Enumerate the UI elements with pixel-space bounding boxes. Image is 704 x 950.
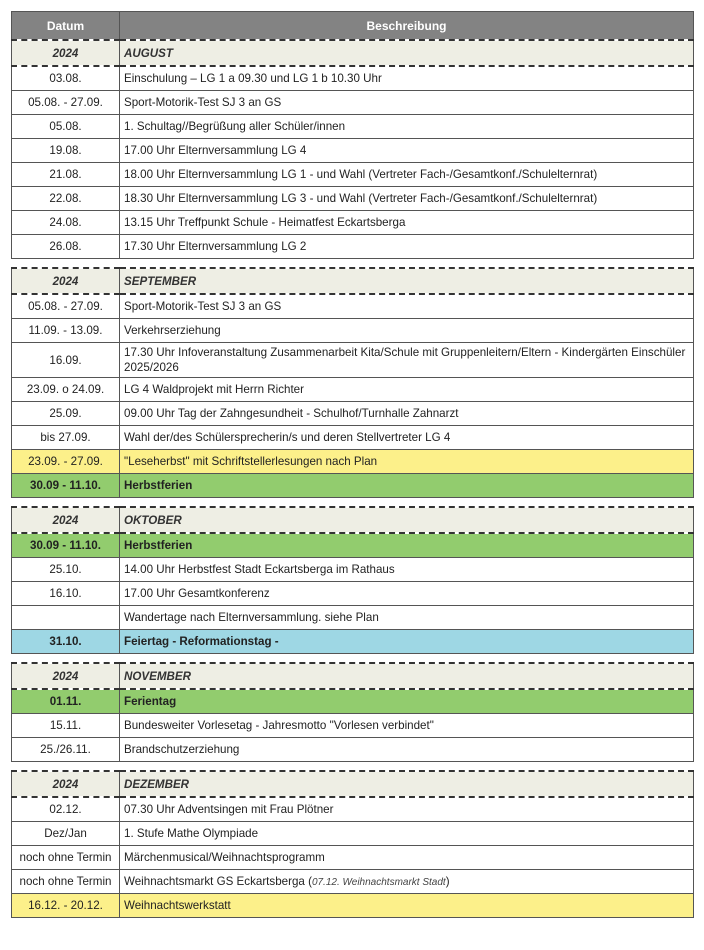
schedule-table — [11, 11, 694, 918]
event-date: 11.09. - 13.09. — [12, 319, 120, 343]
event-description-text: 17.00 Uhr Gesamtkonferenz — [124, 587, 270, 600]
event-description — [120, 558, 694, 582]
event-description — [120, 235, 694, 259]
event-description-text: 17.00 Uhr Elternversammlung LG 4 — [124, 144, 307, 157]
event-date: noch ohne Termin — [12, 870, 120, 894]
month-header-row — [12, 507, 694, 533]
event-description-text: Herbstferien — [124, 479, 193, 492]
event-row — [12, 450, 694, 474]
event-date: 05.08. - 27.09. — [12, 91, 120, 115]
event-description — [120, 450, 694, 474]
event-row — [12, 533, 694, 558]
event-row — [12, 211, 694, 235]
event-description-text: Märchenmusical/Weihnachtsprogramm — [124, 851, 325, 864]
event-row — [12, 426, 694, 450]
event-description — [120, 163, 694, 187]
event-row — [12, 474, 694, 498]
event-row — [12, 822, 694, 846]
event-description — [120, 474, 694, 498]
event-row — [12, 689, 694, 714]
event-date: 16.10. — [12, 582, 120, 606]
event-description-text: 18.30 Uhr Elternversammlung LG 3 - und Wahl (Vertreter Fach-/Gesamtkonf./Schulelternrat) — [124, 192, 598, 205]
event-date: 25.09. — [12, 402, 120, 426]
event-description — [120, 582, 694, 606]
event-description-text: Einschulung – LG 1 a 09.30 und LG 1 b 10.30 Uhr — [124, 72, 382, 85]
event-description-text: "Leseherbst" mit Schriftstellerlesungen nach Plan — [124, 455, 378, 468]
event-row — [12, 894, 694, 918]
event-description — [120, 533, 694, 558]
event-description — [120, 894, 694, 918]
event-description — [120, 187, 694, 211]
month-year: 2024 — [12, 40, 120, 66]
month-year: 2024 — [12, 268, 120, 294]
event-description — [120, 211, 694, 235]
month-name: SEPTEMBER — [120, 268, 694, 294]
spacer-cell — [12, 654, 694, 664]
event-date: 19.08. — [12, 139, 120, 163]
event-row — [12, 582, 694, 606]
event-description — [120, 714, 694, 738]
event-description-text: 1. Stufe Mathe Olympiade — [124, 827, 259, 840]
month-header-row — [12, 268, 694, 294]
header-description: Beschreibung — [120, 12, 694, 41]
event-description — [120, 797, 694, 822]
spacer-cell — [12, 762, 694, 772]
event-description — [120, 846, 694, 870]
event-description — [120, 378, 694, 402]
event-description-text: 18.00 Uhr Elternversammlung LG 1 - und Wahl (Vertreter Fach-/Gesamtkonf./Schulelternrat) — [124, 168, 598, 181]
event-row — [12, 630, 694, 654]
section-spacer — [12, 259, 694, 269]
event-row — [12, 870, 694, 894]
event-description-text: Sport-Motorik-Test SJ 3 an GS — [124, 300, 282, 313]
event-row — [12, 235, 694, 259]
event-description-text: 09.00 Uhr Tag der Zahngesundheit - Schulhof/Turnhalle Zahnarzt — [124, 407, 459, 420]
event-description — [120, 66, 694, 91]
event-row — [12, 738, 694, 762]
event-date: 23.09. - 27.09. — [12, 450, 120, 474]
event-date: noch ohne Termin — [12, 846, 120, 870]
event-description-text: 17.30 Uhr Infoveranstaltung Zusammenarbeit Kita/Schule mit Gruppenleitern/Eltern - Kindergärten Einschüler 2025/2026 — [124, 346, 686, 374]
event-description-text: 14.00 Uhr Herbstfest Stadt Eckartsberga im Rathaus — [124, 563, 395, 576]
event-date: 23.09. o 24.09. — [12, 378, 120, 402]
event-row — [12, 378, 694, 402]
event-row — [12, 139, 694, 163]
event-date: 05.08. — [12, 115, 120, 139]
event-note-close: ) — [445, 874, 450, 888]
event-description-text: Wandertage nach Elternversammlung. siehe Plan — [124, 611, 379, 624]
month-year: 2024 — [12, 663, 120, 689]
event-description-text: 07.30 Uhr Adventsingen mit Frau Plötner — [124, 803, 334, 816]
event-row — [12, 846, 694, 870]
event-date: 24.08. — [12, 211, 120, 235]
event-description-text: LG 4 Waldprojekt mit Herrn Richter — [124, 383, 304, 396]
event-description — [120, 343, 694, 378]
event-description — [120, 115, 694, 139]
event-description-text: Sport-Motorik-Test SJ 3 an GS — [124, 96, 282, 109]
event-description-text: Weihnachtsmarkt GS Eckartsberga ( — [124, 874, 312, 888]
event-date: 26.08. — [12, 235, 120, 259]
month-header-row — [12, 771, 694, 797]
event-description-text: Feiertag - Reformationstag - — [124, 635, 279, 648]
event-date: 30.09 - 11.10. — [12, 474, 120, 498]
month-header-row — [12, 40, 694, 66]
event-description-text: Verkehrserziehung — [124, 324, 221, 337]
event-date: 30.09 - 11.10. — [12, 533, 120, 558]
event-row — [12, 163, 694, 187]
event-description — [120, 630, 694, 654]
event-description-text: 13.15 Uhr Treffpunkt Schule - Heimatfest Eckartsberga — [124, 216, 406, 229]
event-date: 21.08. — [12, 163, 120, 187]
event-row — [12, 187, 694, 211]
spacer-cell — [12, 259, 694, 269]
event-row — [12, 606, 694, 630]
event-description — [120, 822, 694, 846]
event-date: 16.09. — [12, 343, 120, 378]
month-year: 2024 — [12, 507, 120, 533]
event-date: 03.08. — [12, 66, 120, 91]
event-date: 05.08. - 27.09. — [12, 294, 120, 319]
month-name: OKTOBER — [120, 507, 694, 533]
event-description — [120, 294, 694, 319]
event-description — [120, 319, 694, 343]
event-description — [120, 870, 694, 894]
event-date: bis 27.09. — [12, 426, 120, 450]
event-date: 22.08. — [12, 187, 120, 211]
event-description — [120, 738, 694, 762]
event-row — [12, 294, 694, 319]
event-row — [12, 91, 694, 115]
event-row — [12, 319, 694, 343]
month-year: 2024 — [12, 771, 120, 797]
header-date: Datum — [12, 12, 120, 41]
event-note: 07.12. Weihnachtsmarkt Stadt — [311, 876, 446, 888]
event-row — [12, 115, 694, 139]
event-description-text: Weihnachtswerkstatt — [124, 899, 231, 912]
event-date: Dez/Jan — [12, 822, 120, 846]
section-spacer — [12, 654, 694, 664]
event-row — [12, 797, 694, 822]
event-description — [120, 606, 694, 630]
event-description-text: Ferientag — [124, 695, 177, 708]
spacer-cell — [12, 498, 694, 508]
event-description-text: 17.30 Uhr Elternversammlung LG 2 — [124, 240, 307, 253]
event-description — [120, 689, 694, 714]
event-description-text: 1. Schultag//Begrüßung aller Schüler/innen — [124, 120, 346, 133]
event-description-text: Brandschutzerziehung — [124, 743, 240, 756]
event-date: 01.11. — [12, 689, 120, 714]
event-row — [12, 714, 694, 738]
event-date: 02.12. — [12, 797, 120, 822]
event-description — [120, 91, 694, 115]
event-date: 31.10. — [12, 630, 120, 654]
schedule-body — [12, 40, 694, 918]
event-description — [120, 402, 694, 426]
schedule-sheet — [11, 11, 693, 918]
month-name: AUGUST — [120, 40, 694, 66]
event-date: 16.12. - 20.12. — [12, 894, 120, 918]
event-date: 25.10. — [12, 558, 120, 582]
event-date — [12, 606, 120, 630]
month-name: NOVEMBER — [120, 663, 694, 689]
section-spacer — [12, 498, 694, 508]
event-description-text: Herbstferien — [124, 539, 193, 552]
month-name: DEZEMBER — [120, 771, 694, 797]
event-description-text: Bundesweiter Vorlesetag - Jahresmotto "Vorlesen verbindet" — [124, 719, 434, 732]
header-row — [12, 12, 694, 41]
event-date: 15.11. — [12, 714, 120, 738]
event-date: 25./26.11. — [12, 738, 120, 762]
event-description-text: Wahl der/des Schülersprecherin/s und deren Stellvertreter LG 4 — [124, 431, 451, 444]
event-description — [120, 426, 694, 450]
event-row — [12, 343, 694, 378]
event-row — [12, 558, 694, 582]
month-header-row — [12, 663, 694, 689]
event-description — [120, 139, 694, 163]
section-spacer — [12, 762, 694, 772]
event-row — [12, 66, 694, 91]
event-row — [12, 402, 694, 426]
